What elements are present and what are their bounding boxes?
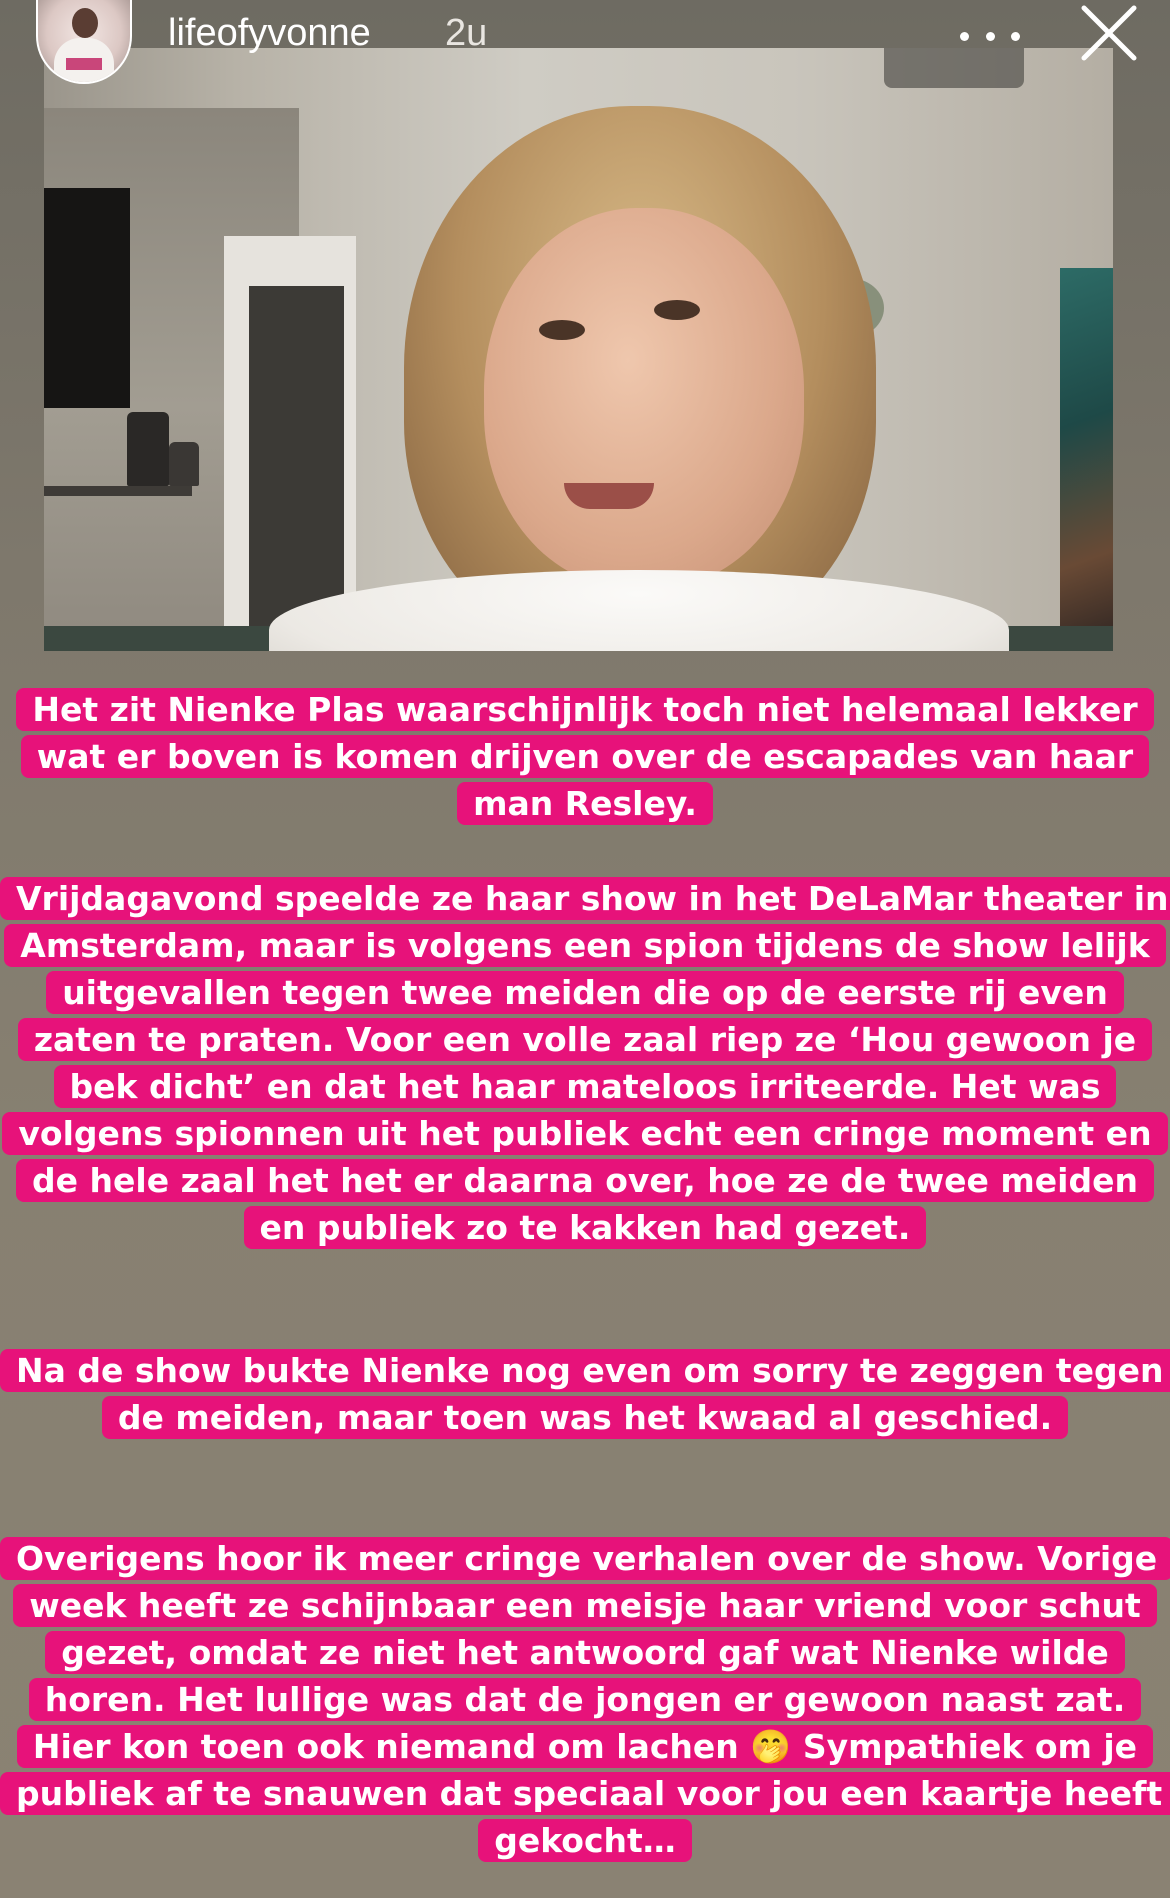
paragraph-text: Vrijdagavond speelde ze haar show in het DeLaMar theater in Amsterdam, maar is volgens een spion tijdens de show lelijk uitgevallen tegen twee meiden die op de eerste rij even zaten te praten. Voor een volle zaal riep ze ‘Hou gewoon je bek dicht’ en dat het haar mateloos irriteerde. Het was volgens spionnen uit het publiek echt een cringe moment en de hele zaal het het er daarna over, hoe ze de twee meiden en publiek zo te kakken had gezet. [0, 877, 1170, 1249]
video-screenshot [44, 48, 1113, 651]
more-horizontal-icon[interactable] [960, 16, 1020, 56]
text-block-4 [0, 1535, 1170, 1864]
timestamp: 2u [445, 12, 488, 54]
username[interactable]: lifeofyvonne [168, 12, 371, 54]
text-block-3 [0, 1347, 1170, 1441]
text-block-2 [0, 875, 1170, 1251]
paragraph-text: Het zit Nienke Plas waarschijnlijk toch niet helemaal lekker wat er boven is komen drijven over de escapades van haar man Resley. [16, 688, 1153, 825]
story-header [0, 0, 1170, 80]
close-icon[interactable] [1078, 2, 1140, 64]
paragraph-text: Overigens hoor ik meer cringe verhalen over de show. Vorige week heeft ze schijnbaar een meisje haar vriend voor schut gezet, omdat ze niet het antwoord gaf wat Nienke wilde horen. Het lullige was dat de jongen er gewoon naast zat. Hier kon toen ook niemand om lachen 🤭 Sympathiek om je publiek af te snauwen dat speciaal voor jou een kaartje heeft gekocht… [0, 1537, 1170, 1862]
text-block-1 [0, 686, 1170, 827]
person-face [484, 208, 804, 588]
paragraph-text: Na de show bukte Nienke nog even om sorry te zeggen tegen de meiden, maar toen was het kwaad al geschied. [0, 1349, 1170, 1439]
avatar[interactable] [36, 0, 132, 84]
